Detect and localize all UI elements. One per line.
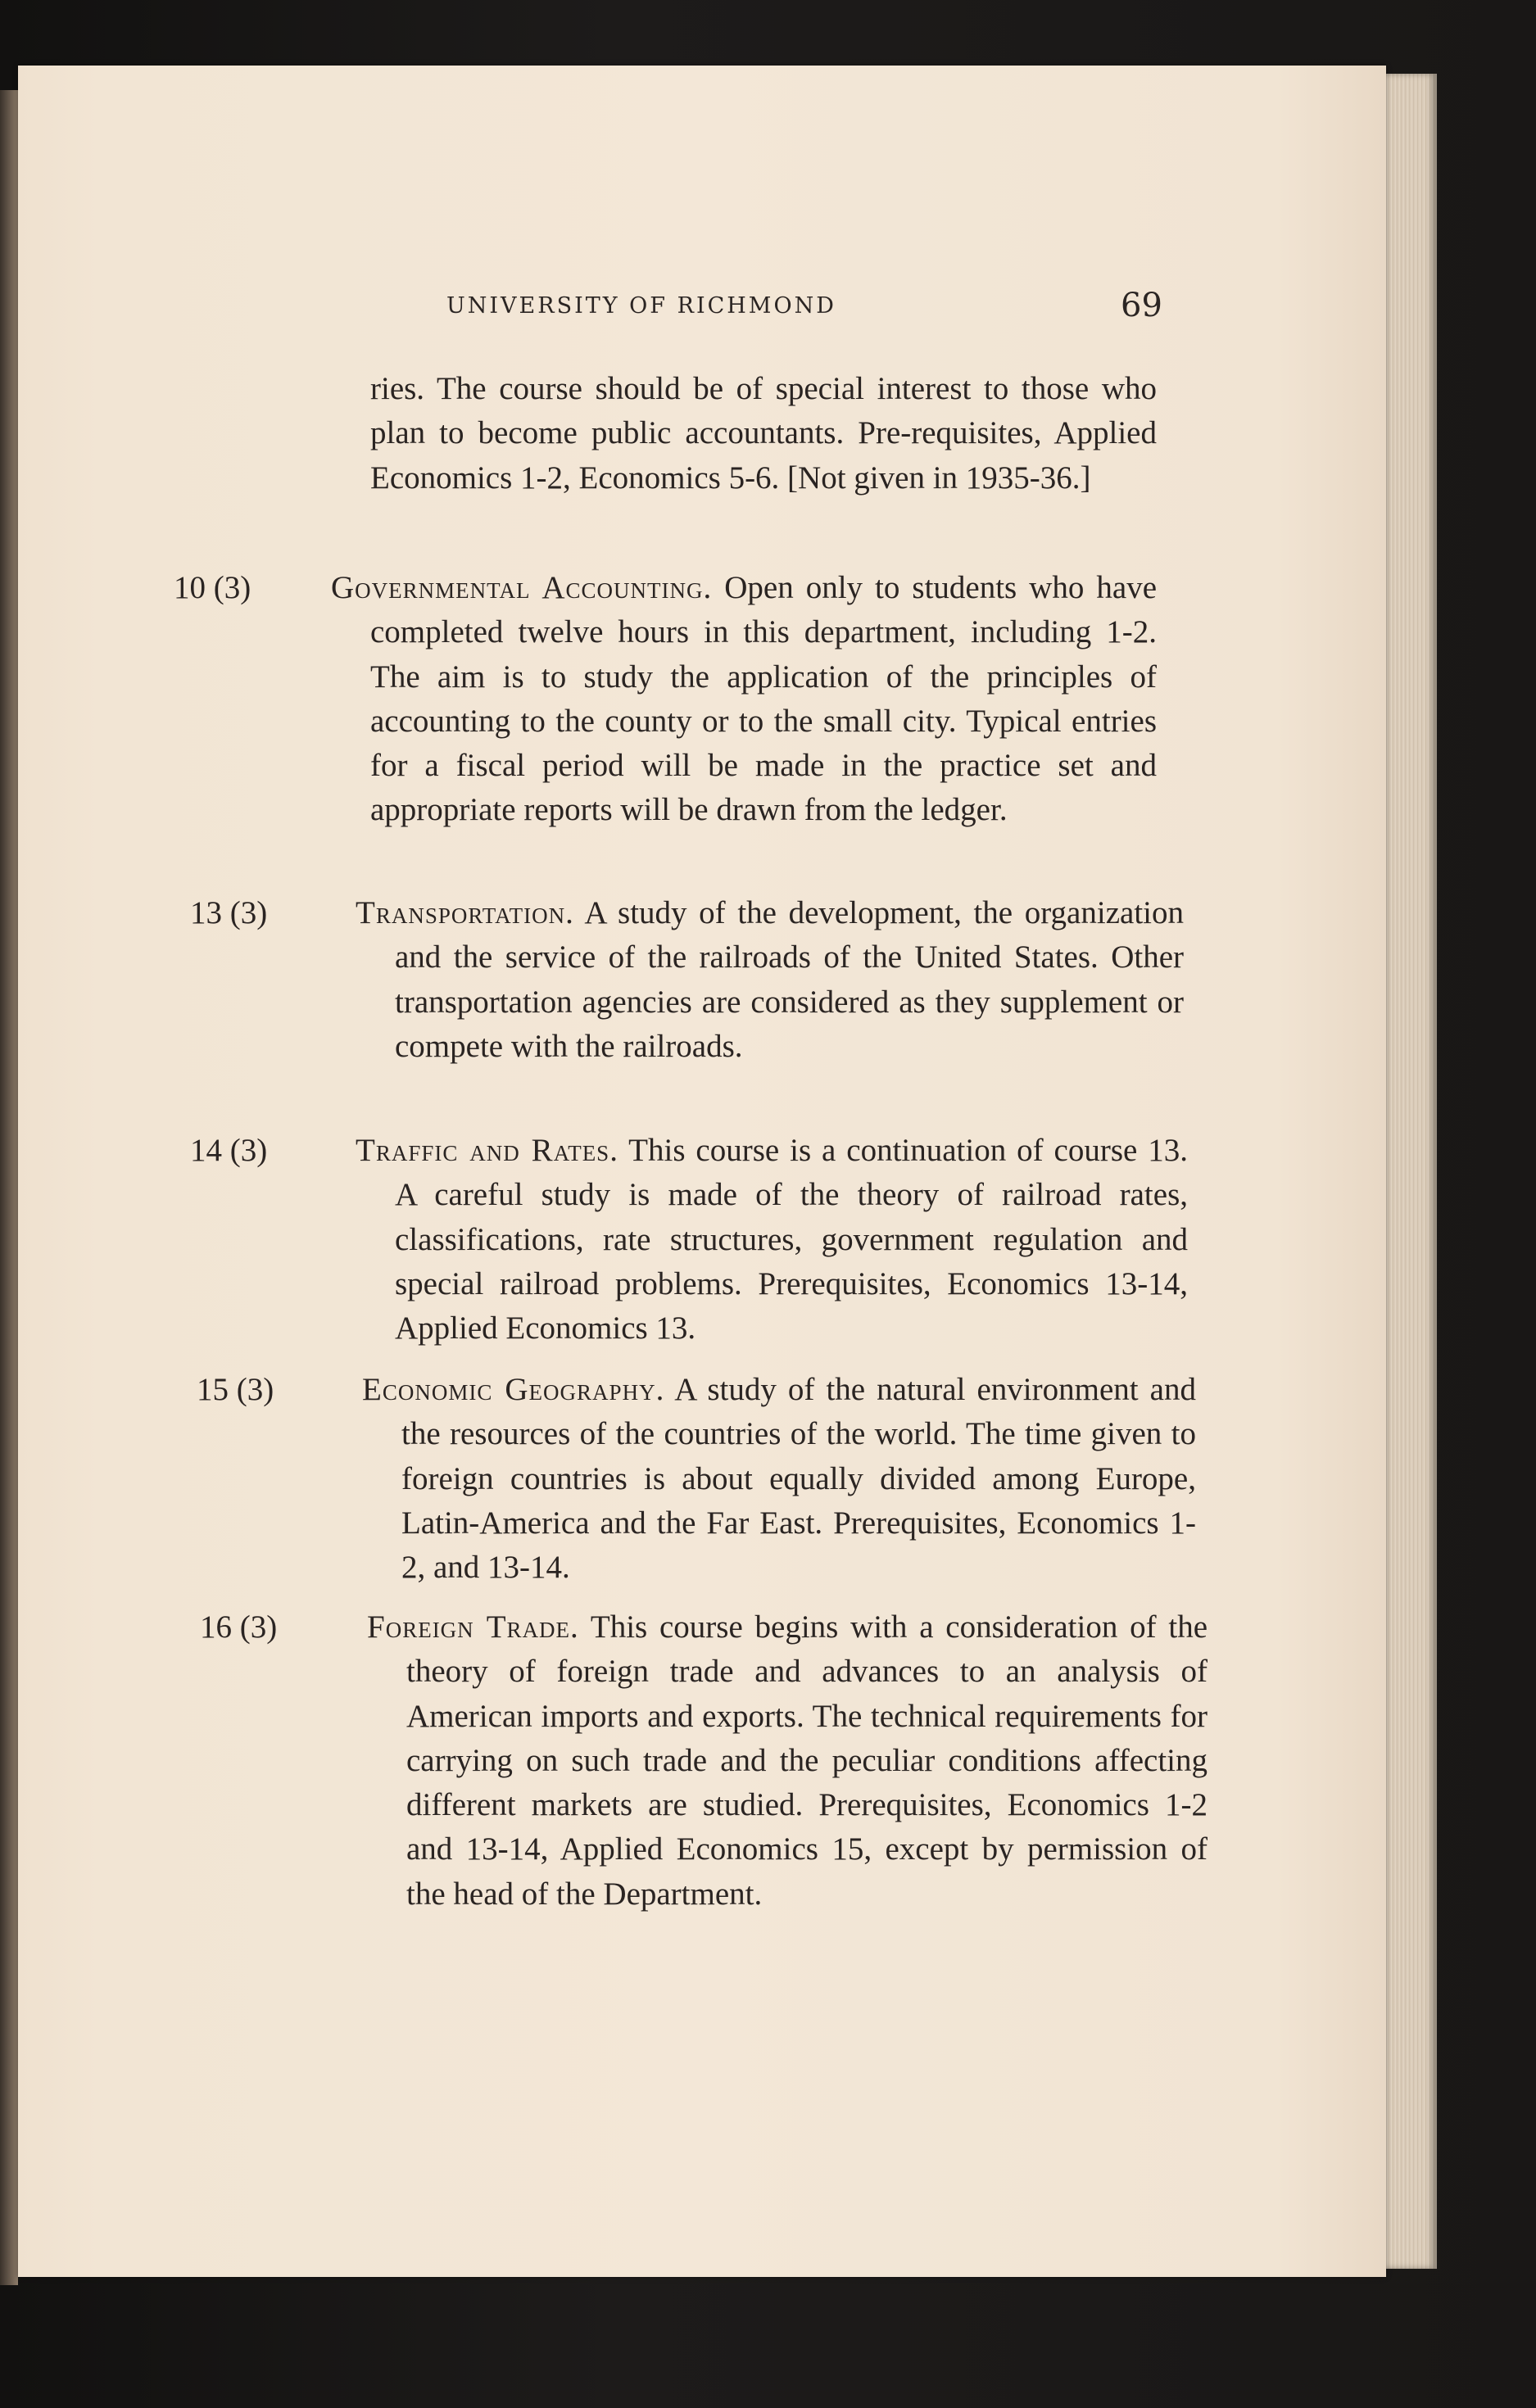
course-title: Governmental Accounting. [331, 570, 713, 605]
course-number: 13 (3) [190, 895, 268, 930]
course-description [356, 891, 1184, 1069]
course-text: Open only to students who have completed twelve hours in this department, including 1-2. The aim is to study the application of the principles of accounting to the county or to the small city. Typical entries for a fiscal period will be made in the practice set and appropriate reports will be drawn from the ledger. [370, 570, 1158, 828]
running-title: UNIVERSITY OF RICHMOND [446, 293, 836, 319]
running-head [0, 287, 1536, 336]
page-number: 69 [1121, 287, 1162, 324]
course-description [362, 1368, 1196, 1590]
course-title: Traffic and Rates. [356, 1133, 618, 1168]
continuation-paragraph: ries. The course should be of special interest to those who plan to become public accountants. Pre-requisites, Applied Economics 1-2, Economics 5-6. [Not given in 1935-36.] [370, 371, 1157, 496]
course-title: Economic Geography. [362, 1372, 665, 1407]
course-title: Transportation. [356, 895, 574, 930]
course-text: This course is a continuation of course 13. A careful study is made of the theory of railroad rates, classifications, rate structures, government regulation and special railroad problems. Prerequisites, Economics 13-14, Applied Economics 13. [395, 1133, 1188, 1347]
page-stack-edge [1386, 74, 1437, 2269]
course-text: A study of the development, the organization and the service of the railroads of the United States. Other transportation agencies are considered as they supplement or compete with the railroads. [395, 895, 1184, 1064]
course-number: 10 (3) [174, 570, 251, 605]
course-description [331, 566, 1158, 833]
course-description [367, 1605, 1208, 1917]
course-number: 16 (3) [200, 1609, 278, 1645]
facing-page-edge [0, 90, 18, 2285]
course-number: 15 (3) [197, 1372, 274, 1407]
course-text: This course begins with a consideration of the theory of foreign trade and advances to an analysis of American imports and exports. The technical requirements for carrying on such trade and the peculiar conditions affecting different markets are studied. Prerequisites, Economics 1-2 and 13-14, Applied Economics 15, except by permission of the head of the Department. [406, 1609, 1208, 1912]
course-title: Foreign Trade. [367, 1609, 579, 1645]
course-number: 14 (3) [190, 1133, 268, 1168]
course-description [356, 1129, 1188, 1351]
course-text: A study of the natural environment and the resources of the countries of the world. The time given to foreign countries is about equally divided among Europe, Latin-America and the Far East. Prerequisites, Economics 1-2, and 13-14. [401, 1372, 1196, 1586]
